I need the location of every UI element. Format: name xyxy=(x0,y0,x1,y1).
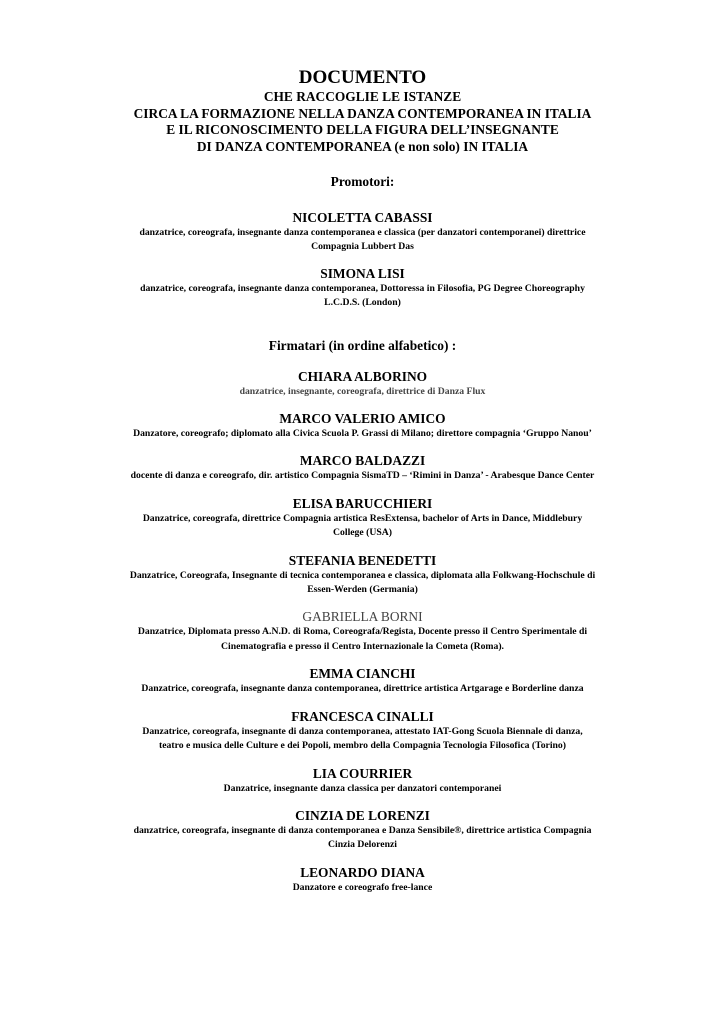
person-description: Danzatrice, Diplomata presso A.N.D. di Roma, Coreografa/Regista, Docente presso il Centro Sperimentale di xyxy=(137,626,588,638)
signatory-entry xyxy=(60,495,665,541)
promoter-entry xyxy=(60,265,665,311)
person-description: College (USA) xyxy=(333,527,392,539)
person-description: Danzatrice, coreografa, insegnante danza contemporanea, direttrice artistica Artgarage e Borderline danza xyxy=(141,683,584,695)
person-description: danzatrice, coreografa, insegnante danza contemporanea e classica (per danzatori contemporanei) direttrice xyxy=(139,227,586,238)
person-description: teatro e musica delle Culture e dei Popoli, membro della Compagnia Tecnologia Filosofica (Torino) xyxy=(158,740,567,752)
person-name: FRANCESCA CINALLI xyxy=(291,708,434,724)
person-description: Danzatore e coreografo free-lance xyxy=(292,881,433,893)
person-name: MARCO VALERIO AMICO xyxy=(279,411,446,427)
person-description: Danzatore, coreografo; diplomato alla Civica Scuola P. Grassi di Milano; direttore compagnia ‘Gruppo Nanou’ xyxy=(133,428,592,440)
person-description: docente di danza e coreografo, dir. artistico Compagnia SismaTD – ‘Rimini in Danza’ - Arabesque Dance Center xyxy=(130,470,595,482)
signatory-entry xyxy=(60,765,665,796)
subtitle-line: CHE RACCOGLIE LE ISTANZE xyxy=(263,89,462,104)
person-name: LIA COURRIER xyxy=(312,765,413,781)
person-description: danzatrice, coreografa, insegnante danza contemporanea, Dottoressa in Filosofia, PG Degree Choreography xyxy=(140,282,585,294)
document-subtitle xyxy=(60,89,665,155)
signatory-entry xyxy=(60,708,665,754)
person-description: Danzatrice, coreografa, insegnante di danza contemporanea, attestato IAT-Gong Scuola Biennale di danza, xyxy=(142,725,583,737)
person-name: GABRIELLA BORNI xyxy=(302,609,423,625)
promoter-entry xyxy=(60,209,665,255)
person-name: MARCO BALDAZZI xyxy=(299,453,426,469)
person-name: CINZIA DE LORENZI xyxy=(295,807,430,823)
subtitle-line: CIRCA LA FORMAZIONE NELLA DANZA CONTEMPORANEA IN ITALIA xyxy=(133,105,592,121)
signatory-entry xyxy=(60,665,665,696)
firmatari-heading: Firmatari (in ordine alfabetico) : xyxy=(268,337,457,353)
person-description: Danzatrice, coreografa, direttrice Compagnia artistica ResExtensa, bachelor of Arts in Dance, Middlebury xyxy=(142,512,583,524)
signatory-entry xyxy=(60,864,665,895)
person-description: Compagnia Lubbert Das xyxy=(311,241,414,253)
signatory-entry xyxy=(60,608,665,654)
person-name: CHIARA ALBORINO xyxy=(297,368,428,384)
promotori-heading: Promotori: xyxy=(330,174,395,189)
person-name: NICOLETTA CABASSI xyxy=(292,210,433,225)
person-description: Cinzia Delorenzi xyxy=(328,839,397,851)
signatory-entry xyxy=(60,452,665,483)
document-title: DOCUMENTO xyxy=(298,67,427,88)
person-description: danzatrice, insegnante, coreografa, direttrice di Danza Flux xyxy=(239,385,486,397)
signatory-entry xyxy=(60,368,665,399)
person-description: Danzatrice, insegnante danza classica per danzatori contemporanei xyxy=(223,782,502,794)
subtitle-line: E IL RICONOSCIMENTO DELLA FIGURA DELL’INSEGNANTE xyxy=(166,122,559,137)
person-description: danzatrice, coreografa, insegnante di danza contemporanea e Danza Sensibile®, direttrice artistica Compagnia xyxy=(133,824,592,836)
person-name: EMMA CIANCHI xyxy=(309,666,416,682)
person-description: L.C.D.S. (London) xyxy=(324,297,401,309)
signatory-entry xyxy=(60,552,665,598)
person-name: SIMONA LISI xyxy=(320,265,405,281)
person-description: Essen-Werden (Germania) xyxy=(307,584,418,596)
person-name: LEONARDO DIANA xyxy=(300,864,425,880)
person-name: STEFANIA BENEDETTI xyxy=(288,552,437,568)
signatory-entry xyxy=(60,807,665,853)
person-description: Danzatrice, Coreografa, Insegnante di tecnica contemporanea e classica, diplomata alla Folkwang-Hochschule di xyxy=(129,569,596,581)
signatory-entry xyxy=(60,410,665,441)
person-name: ELISA BARUCCHIERI xyxy=(292,495,433,511)
subtitle-line: DI DANZA CONTEMPORANEA (e non solo) IN ITALIA xyxy=(196,138,529,154)
person-description: Cinematografia e presso il Centro Internazionale la Cometa (Roma). xyxy=(221,640,504,652)
